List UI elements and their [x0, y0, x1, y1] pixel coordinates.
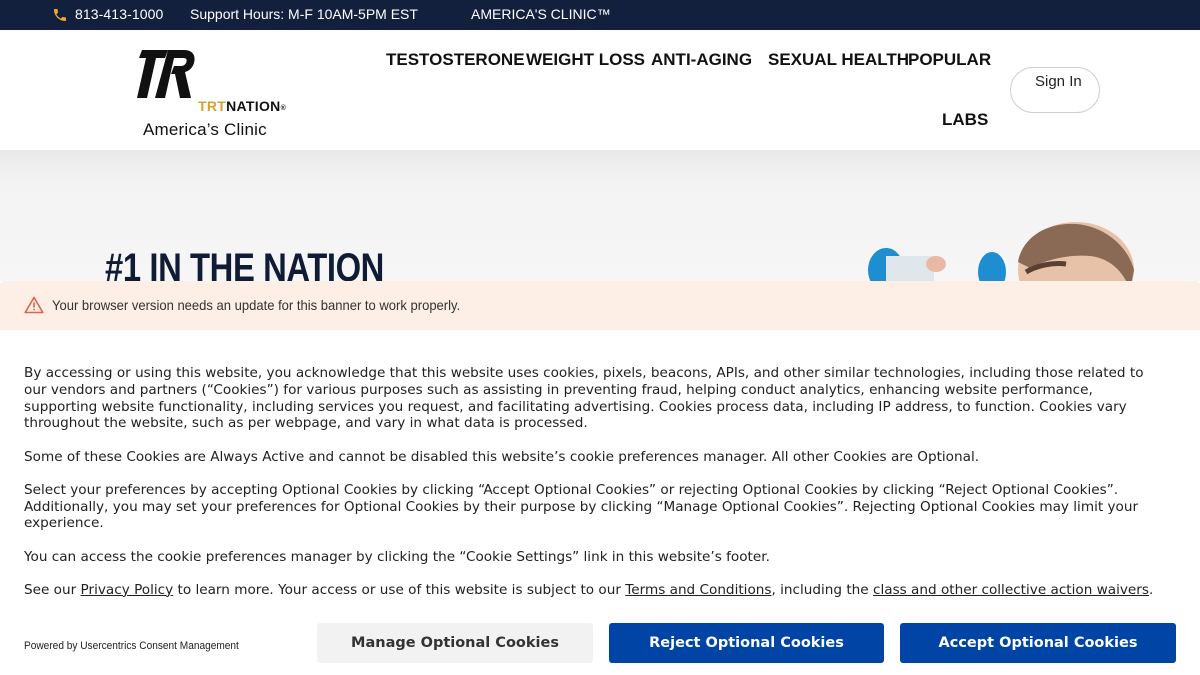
warning-text: Your browser version needs an update for this banner to work properly.	[52, 297, 461, 313]
site-header	[0, 30, 1200, 150]
nav-item-popular[interactable]: POPULAR	[908, 50, 992, 69]
nav-item-labs[interactable]: LABS	[942, 110, 989, 129]
consent-paragraph-3: Select your preferences by accepting Optional Cookies by clicking “Accept Optional Cookies” or rejecting Optional Cookies by clicking “Reject Optional Cookies”. Additionally, you may set your preferences for Optional Cookies by their purpose by clicking “Manage Optional Cookies”. Rejecting Optional Cookies may limit your experience.	[24, 481, 1139, 532]
hero-section	[0, 150, 1200, 281]
warning-triangle-icon	[24, 296, 44, 314]
logo-tagline: America’s Clinic	[143, 120, 267, 139]
browser-update-warning	[0, 281, 1200, 330]
cookie-consent-banner	[0, 330, 1200, 675]
nav-item-sexual-health[interactable]: SEXUAL HEALTH	[768, 50, 910, 69]
hero-man-drinking-image	[866, 220, 1146, 281]
tr-logo-mark-icon	[134, 48, 198, 100]
support-hours: Support Hours: M-F 10AM-5PM EST	[190, 6, 418, 22]
accept-optional-cookies-button[interactable]: Accept Optional Cookies	[900, 623, 1176, 663]
consent-paragraph-1: By accessing or using this website, you acknowledge that this website uses cookies, pixels, beacons, APIs, and other similar technologies, including those related to our vendors and partners (“Cookies”) for various purposes such as assisting in preventing fraud, helping conduct analytics, enhancing website performance, supporting website functionality, including services you request, and facilitating advertising. Cookies process data, including IP address, to function. Cookies vary throughout the website, such as per webpage, and vary in what data is processed.	[24, 365, 1144, 432]
privacy-policy-link[interactable]: Privacy Policy	[80, 581, 174, 598]
nav-item-weight-loss[interactable]: WEIGHT LOSS	[526, 50, 645, 69]
phone-number-link[interactable]: 813-413-1000	[75, 6, 164, 22]
p5-text-pre: See our	[24, 581, 81, 598]
terms-and-conditions-link[interactable]: Terms and Conditions	[625, 581, 772, 598]
americas-clinic-tagline: AMERICA'S CLINIC™	[471, 6, 611, 22]
p5-text-post: .	[1148, 581, 1154, 598]
phone-icon	[52, 7, 68, 23]
logo-brand-text	[198, 98, 286, 114]
sign-in-button[interactable]: Sign In	[1010, 67, 1100, 113]
powered-by-usercentrics: Powered by Usercentrics Consent Management	[24, 640, 239, 652]
manage-optional-cookies-button[interactable]: Manage Optional Cookies	[317, 623, 593, 663]
hero-title: #1 IN THE NATION	[105, 246, 384, 281]
registered-mark: ®	[280, 105, 287, 112]
consent-paragraph-4: You can access the cookie preferences manager by clicking the “Cookie Settings” link in this website’s footer.	[24, 548, 770, 565]
nav-item-anti-aging[interactable]: ANTI-AGING	[651, 50, 753, 69]
collective-action-waivers-link[interactable]: class and other collective action waivers	[872, 581, 1149, 598]
reject-optional-cookies-button[interactable]: Reject Optional Cookies	[609, 623, 884, 663]
logo-brand-nation: NATION	[226, 98, 281, 114]
consent-paragraph-2: Some of these Cookies are Always Active and cannot be disabled this website’s cookie preferences manager. All other Cookies are Optional.	[24, 448, 980, 465]
consent-description	[24, 365, 1164, 615]
trt-nation-logo[interactable]	[134, 48, 309, 139]
consent-paragraph-5	[24, 582, 1164, 599]
p5-text-mid2: , including the	[771, 581, 873, 598]
nav-item-testosterone[interactable]: TESTOSTERONE	[386, 50, 525, 69]
logo-brand-trt: TRT	[198, 98, 227, 114]
p5-text-mid1: to learn more. Your access or use of this website is subject to our	[173, 581, 626, 598]
top-info-bar	[0, 0, 1200, 30]
